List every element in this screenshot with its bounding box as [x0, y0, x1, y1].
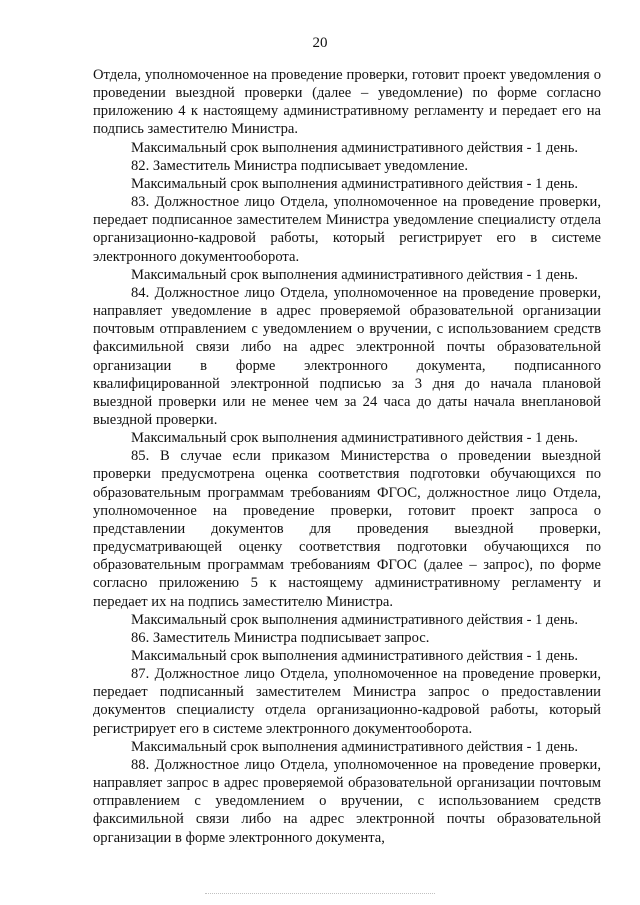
paragraph-87: 87. Должностное лицо Отдела, уполномоченное на проведение проверки, передает подписанный заместителем Министра запрос о предоставлении документов специалисту отдела организационно-кадровой работы, который регистрирует его в системе электронного документооборота.	[93, 666, 601, 737]
paragraph-deadline: Максимальный срок выполнения административного действия - 1 день.	[131, 266, 579, 283]
paragraph-83: 83. Должностное лицо Отдела, уполномоченное на проведение проверки, передает подписанное заместителем Министра уведомление специалисту отдела организационно-кадровой работы, который регистрирует его в системе электронного документооборота.	[93, 194, 601, 265]
paragraph-85: 85. В случае если приказом Министерства о проведении выездной проверки предусмотрена оценка соответствия подготовки обучающихся по образовательным программам требованиям ФГОС, должностное лицо Отдела, уполномоченное на проведение проверки, готовит проект запроса о представлении документов для проведения выездной проверки, предусматривающей оценку соответствия подготовки обучающихся по образовательным программам требованиям ФГОС (далее – запрос), по форме согласно приложению 5 к настоящему административному регламенту и передает их на подпись заместителю Министра.	[93, 448, 601, 610]
paragraph-82: 82. Заместитель Министра подписывает уведомление.	[131, 157, 468, 174]
scan-edge-mark	[205, 893, 435, 897]
page-number: 20	[312, 35, 328, 51]
paragraph-deadline: Максимальный срок выполнения административного действия - 1 день.	[131, 648, 579, 664]
paragraph-deadline: Максимальный срок выполнения административного действия - 1 день.	[131, 611, 579, 628]
paragraph-84: 84. Должностное лицо Отдела, уполномоченное на проведение проверки, направляет уведомление в адрес проверяемой образовательной организации почтовым отправлением с уведомлением о вручении, с использованием средств факсимильной связи либо на адрес электронной почты образовательной организации в форме электронного документа, подписанного квалифицированной электронной подписью за 3 дня до начала плановой выездной проверки или не менее чем за 24 часа до даты начала внеплановой выездной проверки.	[93, 284, 601, 428]
document-body	[93, 66, 601, 847]
paragraph-deadline: Максимальный срок выполнения административного действия - 1 день.	[131, 139, 579, 156]
paragraph-deadline: Максимальный срок выполнения административного действия - 1 день.	[131, 738, 579, 755]
paragraph-88: 88. Должностное лицо Отдела, уполномоченное на проведение проверки, направляет запрос в адрес проверяемой образовательной организации почтовым отправлением с уведомлением о вручении, с использованием средств факсимильной связи либо на адрес электронной почты образовательной организации в форме электронного документа,	[93, 756, 601, 846]
paragraph-86: 86. Заместитель Министра подписывает запрос.	[131, 629, 430, 646]
paragraph-deadline: Максимальный срок выполнения административного действия - 1 день.	[131, 430, 579, 447]
paragraph-continuation: Отдела, уполномоченное на проведение проверки, готовит проект уведомления о проведении выездной проверки (далее – уведомление) по форме согласно приложению 4 к настоящему административному регламенту и передает его на подпись заместителю Министра.	[93, 67, 601, 138]
paragraph-deadline: Максимальный срок выполнения административного действия - 1 день.	[131, 175, 579, 192]
